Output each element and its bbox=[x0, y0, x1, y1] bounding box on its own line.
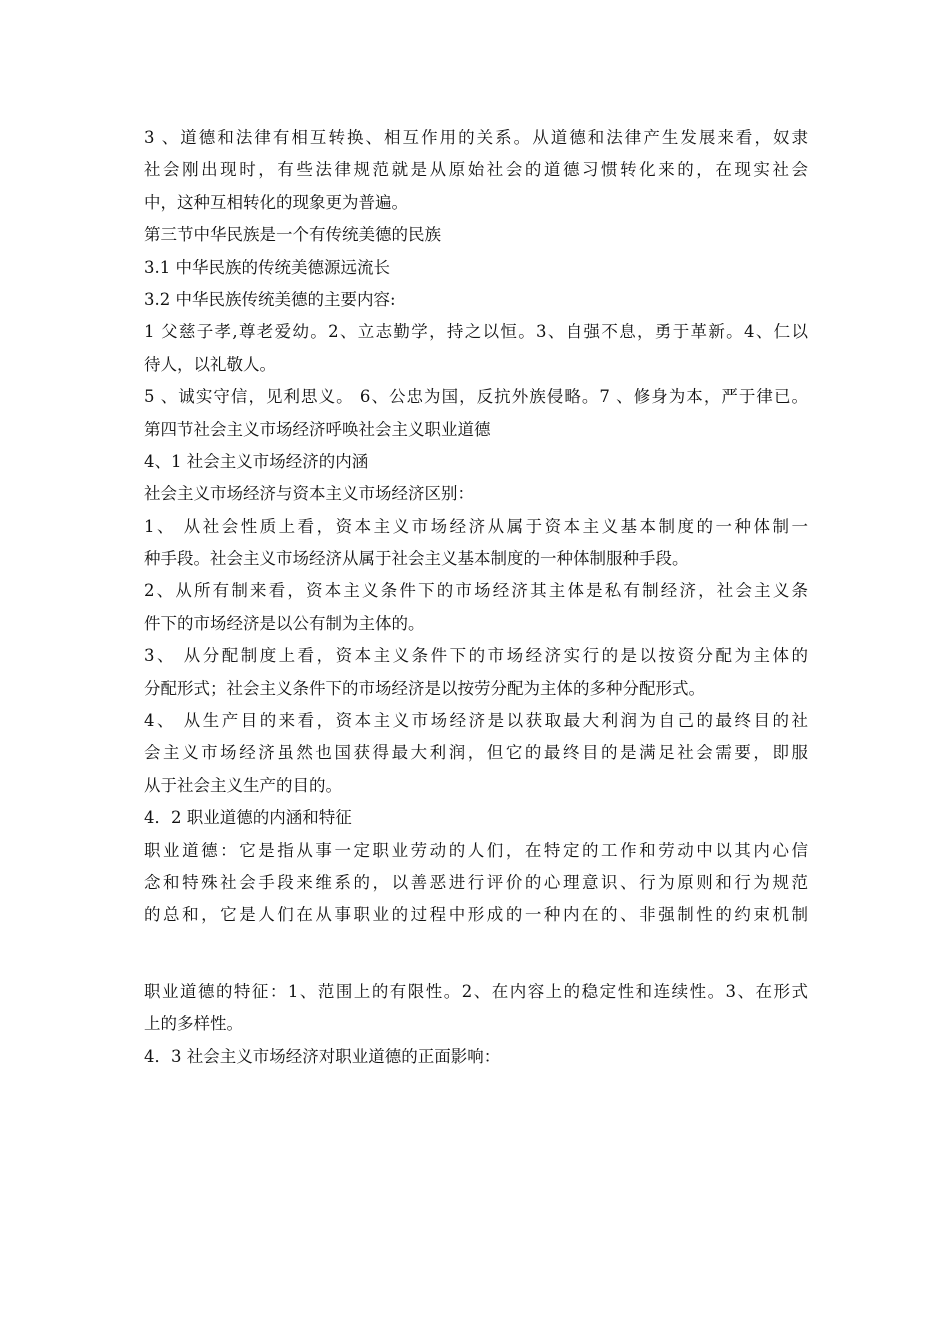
text-line: 种手段。社会主义市场经济从属于社会主义基本制度的一种体制服种手段。 bbox=[144, 549, 689, 569]
text-line: 4．2 职业道德的内涵和特征 bbox=[144, 808, 352, 828]
text-line: 3.1 中华民族的传统美德源远流长 bbox=[144, 257, 390, 277]
text-line: 待人，以礼敬人。 bbox=[144, 354, 276, 374]
text-line: 2、从所有制来看，资本主义条件下的市场经济其主体是私有制经济，社会主义条 bbox=[144, 581, 808, 601]
text-line: 3.2 中华民族传统美德的主要内容: bbox=[144, 289, 396, 309]
document-page bbox=[144, 122, 808, 1073]
text-line: 念和特殊社会手段来维系的，以善恶进行评价的心理意识、行为原则和行为规范 bbox=[144, 872, 808, 892]
text-line: 3、 从分配制度上看，资本主义条件下的市场经济实行的是以按资分配为主体的 bbox=[144, 646, 808, 666]
text-line: 4、 从生产目的来看，资本主义市场经济是以获取最大利润为自己的最终目的社 bbox=[144, 711, 808, 731]
text-line: 职业道德：它是指从事一定职业劳动的人们，在特定的工作和劳动中以其内心信 bbox=[144, 840, 808, 860]
paragraph-gap bbox=[144, 932, 808, 976]
text-line: 1、 从社会性质上看，资本主义市场经济从属于资本主义基本制度的一种体制一 bbox=[144, 516, 808, 536]
text-line: 从于社会主义生产的目的。 bbox=[144, 775, 342, 795]
text-line: 4．3 社会主义市场经济对职业道德的正面影响： bbox=[144, 1046, 501, 1066]
text-line: 中，这种互相转化的现象更为普遍。 bbox=[144, 192, 408, 212]
text-line: 的总和，它是人们在从事职业的过程中形成的一种内在的、非强制性的约束机制 bbox=[144, 905, 808, 925]
text-line: 社会刚出现时，有些法律规范就是从原始社会的道德习惯转化来的，在现实社会 bbox=[144, 160, 808, 180]
text-line: 3 、道德和法律有相互转换、相互作用的关系。从道德和法律产生发展来看，奴隶 bbox=[144, 128, 808, 147]
text-line: 4、1 社会主义市场经济的内涵 bbox=[144, 451, 369, 471]
text-line: 5 、诚实守信，见利思义。 6、公忠为国，反抗外族侵略。7 、修身为本，严于律已。 bbox=[144, 387, 808, 407]
text-line: 社会主义市场经济与资本主义市场经济区别： bbox=[144, 484, 474, 504]
text-line: 第四节社会主义市场经济呼唤社会主义职业道德 bbox=[144, 419, 491, 439]
text-line: 分配形式；社会主义条件下的市场经济是以按劳分配为主体的多种分配形式。 bbox=[144, 678, 705, 698]
text-line: 第三节中华民族是一个有传统美德的民族 bbox=[144, 225, 441, 245]
text-line: 上的多样性。 bbox=[144, 1014, 243, 1034]
text-line: 件下的市场经济是以公有制为主体的。 bbox=[144, 613, 425, 633]
text-line: 1 父慈子孝,尊老爱幼。2、立志勤学，持之以恒。3、自强不息，勇于革新。4、仁以 bbox=[144, 322, 808, 342]
text-line: 职业道德的特征：1、范围上的有限性。2、在内容上的稳定性和连续性。3、在形式 bbox=[144, 981, 808, 1001]
text-line: 会主义市场经济虽然也国获得最大利润，但它的最终目的是满足社会需要，即服 bbox=[144, 743, 808, 763]
